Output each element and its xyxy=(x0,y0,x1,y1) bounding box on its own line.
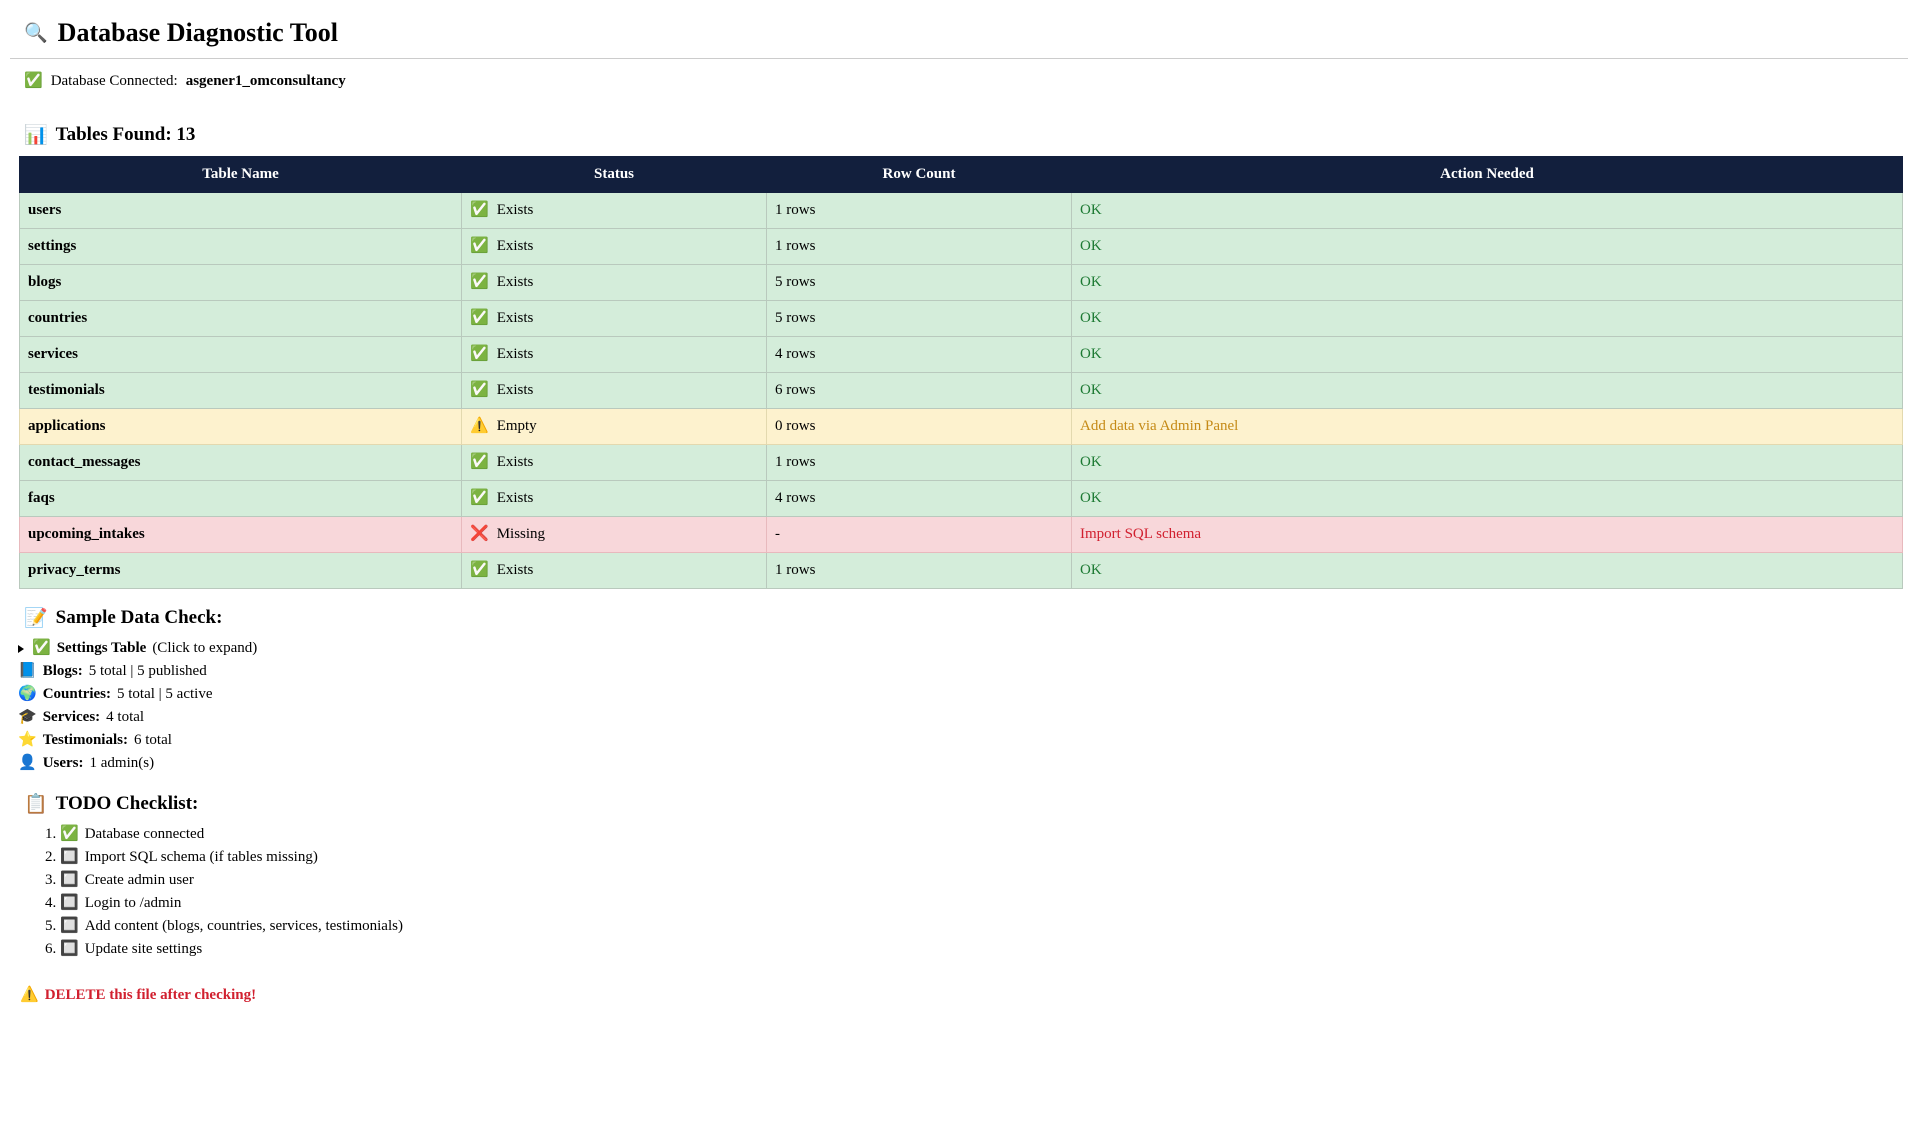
bar-chart-icon: 📊 xyxy=(24,124,48,146)
check-icon: ✅ xyxy=(470,382,489,398)
cell-row-count: 1 rows xyxy=(767,445,1072,481)
status-text: Exists xyxy=(496,202,534,218)
sample-data-heading xyxy=(24,607,1908,629)
empty-checkbox-icon: 5. 🔲 xyxy=(60,918,79,934)
check-icon: ✅ xyxy=(24,73,43,89)
sample-data-item-value: 1 admin(s) xyxy=(89,755,155,771)
sample-data-item-label: Countries: xyxy=(42,686,112,702)
sample-data-item xyxy=(18,729,1908,752)
delete-file-warning-text: DELETE this file after checking! xyxy=(44,987,257,1003)
header-divider xyxy=(10,58,1908,59)
settings-table-label: Settings Table xyxy=(56,640,147,656)
globe-icon: 🌍 xyxy=(18,686,37,702)
cell-row-count: 1 rows xyxy=(767,229,1072,265)
cell-status xyxy=(462,337,767,373)
status-text: Exists xyxy=(496,454,534,470)
tables-found-text: Tables Found: 13 xyxy=(55,124,196,145)
sample-data-item-label: Services: xyxy=(42,709,101,725)
cell-action-needed: OK xyxy=(1072,445,1903,481)
page-title xyxy=(24,18,1908,48)
cell-table-name: applications xyxy=(20,409,462,445)
connection-status xyxy=(24,73,1908,90)
clipboard-icon: 📋 xyxy=(24,793,48,815)
table-row xyxy=(20,229,1903,265)
todo-item xyxy=(60,846,1908,869)
sample-data-item xyxy=(18,706,1908,729)
delete-file-warning xyxy=(20,987,1908,1004)
status-text: Exists xyxy=(496,490,534,506)
status-text: Exists xyxy=(496,382,534,398)
todo-item-label: Login to /admin xyxy=(84,895,182,911)
cell-status xyxy=(462,193,767,229)
check-icon: ✅ xyxy=(470,238,489,254)
book-icon: 📘 xyxy=(18,663,37,679)
status-text: Exists xyxy=(496,562,534,578)
column-status: Status xyxy=(462,157,767,193)
check-icon: 1. ✅ xyxy=(60,826,79,842)
sample-data-item xyxy=(18,683,1908,706)
check-icon: ✅ xyxy=(470,310,489,326)
cell-table-name: services xyxy=(20,337,462,373)
database-name: asgener1_omconsultancy xyxy=(185,73,346,89)
column-action-needed: Action Needed xyxy=(1072,157,1903,193)
cell-row-count: - xyxy=(767,517,1072,553)
todo-heading xyxy=(24,793,1908,815)
status-text: Exists xyxy=(496,238,534,254)
todo-item-label: Add content (blogs, countries, services, testimonials) xyxy=(84,918,403,934)
cell-status xyxy=(462,517,767,553)
table-row xyxy=(20,337,1903,373)
cell-action-needed: OK xyxy=(1072,229,1903,265)
status-text: Empty xyxy=(496,418,537,434)
status-text: Exists xyxy=(496,346,534,362)
cell-row-count: 5 rows xyxy=(767,265,1072,301)
cell-status xyxy=(462,445,767,481)
table-row xyxy=(20,517,1903,553)
table-row xyxy=(20,373,1903,409)
table-body xyxy=(20,193,1903,589)
cell-row-count: 4 rows xyxy=(767,481,1072,517)
todo-item xyxy=(60,823,1908,846)
todo-item xyxy=(60,892,1908,915)
check-icon: ✅ xyxy=(470,202,489,218)
memo-icon: 📝 xyxy=(24,607,48,629)
user-icon: 👤 xyxy=(18,755,37,771)
sample-data-item-value: 4 total xyxy=(106,709,145,725)
check-icon: ✅ xyxy=(470,490,489,506)
cell-action-needed: OK xyxy=(1072,481,1903,517)
table-row xyxy=(20,445,1903,481)
todo-item xyxy=(60,869,1908,892)
sample-data-item xyxy=(18,752,1908,775)
empty-checkbox-icon: 6. 🔲 xyxy=(60,941,79,957)
cross-icon: ❌ xyxy=(470,526,489,542)
tables-status-table xyxy=(19,156,1903,589)
cell-action-needed: Import SQL schema xyxy=(1072,517,1903,553)
cell-status xyxy=(462,553,767,589)
cell-action-needed: OK xyxy=(1072,265,1903,301)
cell-table-name: upcoming_intakes xyxy=(20,517,462,553)
check-icon: ✅ xyxy=(470,562,489,578)
magnifier-icon: 🔍 xyxy=(24,22,48,44)
empty-checkbox-icon: 4. 🔲 xyxy=(60,895,79,911)
star-icon: ⭐ xyxy=(18,732,37,748)
cell-table-name: testimonials xyxy=(20,373,462,409)
chevron-right-icon xyxy=(18,645,24,653)
status-text: Exists xyxy=(496,274,534,290)
settings-table-expander[interactable] xyxy=(18,637,1908,660)
cell-table-name: faqs xyxy=(20,481,462,517)
sample-data-item-label: Testimonials: xyxy=(42,732,128,748)
cell-table-name: privacy_terms xyxy=(20,553,462,589)
page-title-text: Database Diagnostic Tool xyxy=(57,18,338,47)
table-row xyxy=(20,409,1903,445)
column-table-name: Table Name xyxy=(20,157,462,193)
warning-icon: ⚠️ xyxy=(470,418,489,434)
check-icon: ✅ xyxy=(470,274,489,290)
todo-item-label: Update site settings xyxy=(84,941,203,957)
check-icon: ✅ xyxy=(470,346,489,362)
warning-icon: ⚠️ xyxy=(20,987,39,1003)
table-header xyxy=(20,157,1903,193)
cell-table-name: contact_messages xyxy=(20,445,462,481)
empty-checkbox-icon: 3. 🔲 xyxy=(60,872,79,888)
sample-items xyxy=(18,660,1908,775)
status-text: Exists xyxy=(496,310,534,326)
cell-row-count: 0 rows xyxy=(767,409,1072,445)
check-icon: ✅ xyxy=(32,640,51,656)
connection-label: Database Connected: xyxy=(50,73,178,89)
cell-table-name: countries xyxy=(20,301,462,337)
cell-table-name: users xyxy=(20,193,462,229)
cell-action-needed: OK xyxy=(1072,301,1903,337)
sample-data-list xyxy=(18,637,1908,775)
settings-table-hint: (Click to expand) xyxy=(152,640,258,656)
todo-item-label: Import SQL schema (if tables missing) xyxy=(84,849,318,865)
column-row-count: Row Count xyxy=(767,157,1072,193)
todo-item-label: Database connected xyxy=(84,826,205,842)
cell-action-needed: OK xyxy=(1072,337,1903,373)
sample-data-item-value: 5 total | 5 published xyxy=(88,663,207,679)
cell-action-needed: OK xyxy=(1072,373,1903,409)
cell-action-needed: OK xyxy=(1072,193,1903,229)
table-row xyxy=(20,481,1903,517)
tables-found-heading xyxy=(24,124,1908,146)
cell-table-name: settings xyxy=(20,229,462,265)
sample-data-item-label: Users: xyxy=(42,755,84,771)
table-row xyxy=(20,193,1903,229)
check-icon: ✅ xyxy=(470,454,489,470)
table-row xyxy=(20,301,1903,337)
cell-status xyxy=(462,373,767,409)
cell-row-count: 1 rows xyxy=(767,553,1072,589)
sample-data-item-label: Blogs: xyxy=(42,663,83,679)
cell-action-needed: Add data via Admin Panel xyxy=(1072,409,1903,445)
cell-row-count: 6 rows xyxy=(767,373,1072,409)
cell-table-name: blogs xyxy=(20,265,462,301)
status-text: Missing xyxy=(496,526,546,542)
cell-status xyxy=(462,481,767,517)
table-row xyxy=(20,265,1903,301)
todo-item-label: Create admin user xyxy=(84,872,194,888)
table-row xyxy=(20,553,1903,589)
todo-item xyxy=(60,915,1908,938)
cell-status xyxy=(462,229,767,265)
todo-item xyxy=(60,938,1908,961)
cell-action-needed: OK xyxy=(1072,553,1903,589)
cell-row-count: 5 rows xyxy=(767,301,1072,337)
cell-status xyxy=(462,301,767,337)
graduation-cap-icon: 🎓 xyxy=(18,709,37,725)
cell-row-count: 1 rows xyxy=(767,193,1072,229)
sample-data-item-value: 6 total xyxy=(133,732,172,748)
sample-data-item-value: 5 total | 5 active xyxy=(117,686,213,702)
table-header-row xyxy=(20,157,1903,193)
todo-checklist xyxy=(36,823,1908,961)
todo-heading-text: TODO Checklist: xyxy=(55,793,199,814)
empty-checkbox-icon: 2. 🔲 xyxy=(60,849,79,865)
cell-status xyxy=(462,265,767,301)
sample-data-heading-text: Sample Data Check: xyxy=(55,607,223,628)
cell-status xyxy=(462,409,767,445)
sample-data-item xyxy=(18,660,1908,683)
cell-row-count: 4 rows xyxy=(767,337,1072,373)
